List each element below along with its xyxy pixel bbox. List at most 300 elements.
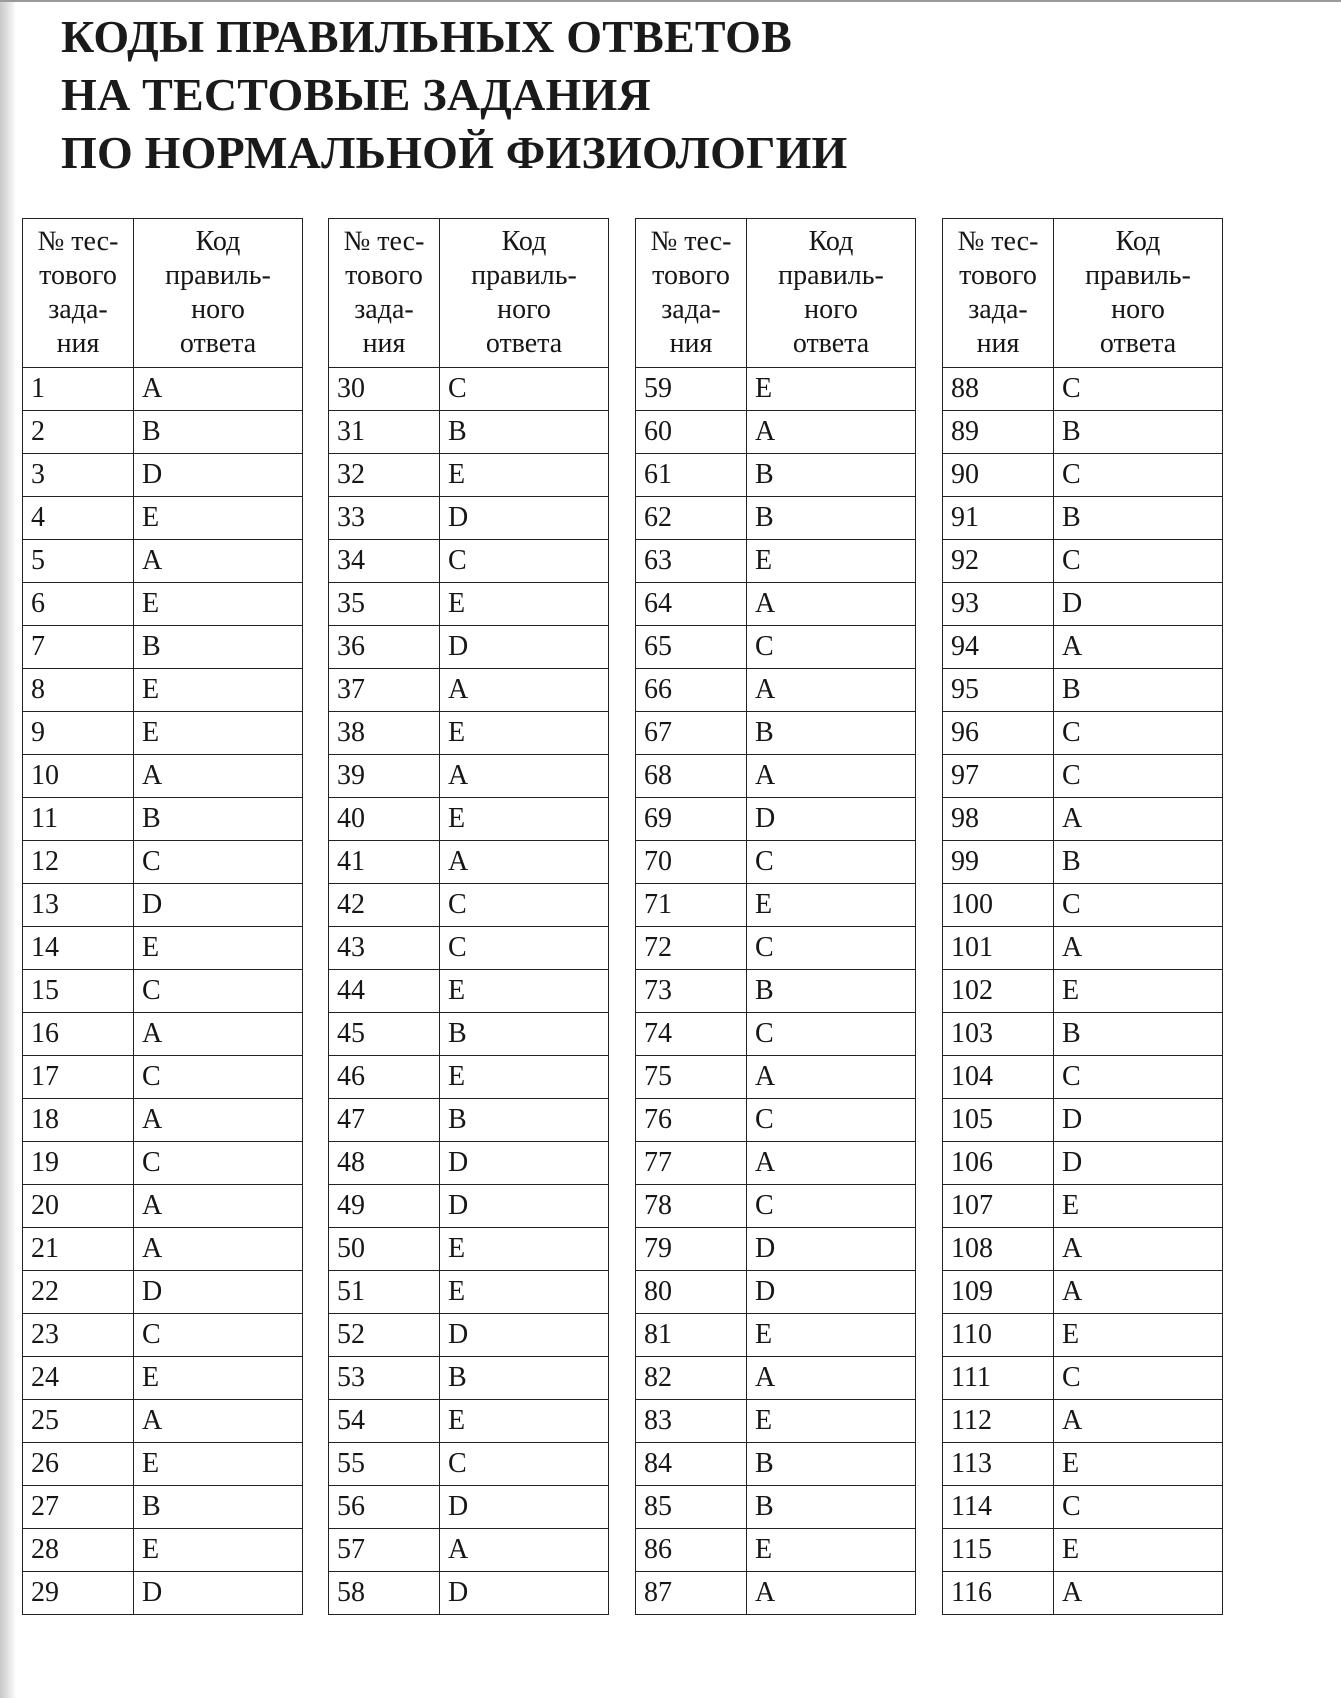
title-line-3: ПО НОРМАЛЬНОЙ ФИЗИОЛОГИИ xyxy=(61,127,848,178)
table-row xyxy=(636,669,916,712)
answer-code-cell: A xyxy=(1054,1400,1223,1443)
task-number-cell: 15 xyxy=(23,970,134,1013)
task-number-cell: 43 xyxy=(329,927,440,970)
table-row xyxy=(329,1185,609,1228)
task-number-cell: 90 xyxy=(943,454,1054,497)
answer-code-cell: C xyxy=(747,1099,916,1142)
table-row xyxy=(636,1056,916,1099)
task-number-cell: 44 xyxy=(329,970,440,1013)
table-row xyxy=(23,1400,303,1443)
task-number-cell: 14 xyxy=(23,927,134,970)
table-row xyxy=(943,1228,1223,1271)
table-row xyxy=(943,927,1223,970)
task-number-cell: 16 xyxy=(23,1013,134,1056)
answer-code-cell: D xyxy=(440,1185,609,1228)
answer-code-cell: C xyxy=(1054,454,1223,497)
page-title xyxy=(61,8,848,182)
table-row xyxy=(23,1142,303,1185)
table-row xyxy=(23,669,303,712)
answer-code-cell: A xyxy=(747,411,916,454)
answer-code-cell: E xyxy=(747,884,916,927)
table-row xyxy=(636,1142,916,1185)
task-number-cell: 4 xyxy=(23,497,134,540)
table-row xyxy=(329,755,609,798)
task-number-cell: 28 xyxy=(23,1529,134,1572)
answer-code-cell: E xyxy=(1054,1314,1223,1357)
answer-code-cell: A xyxy=(747,1056,916,1099)
answer-code-cell: E xyxy=(747,540,916,583)
table-row xyxy=(23,1271,303,1314)
table-row xyxy=(943,1314,1223,1357)
table-row xyxy=(943,497,1223,540)
table-row xyxy=(943,1185,1223,1228)
table-row xyxy=(943,1357,1223,1400)
answer-code-cell: C xyxy=(134,970,303,1013)
task-number-cell: 34 xyxy=(329,540,440,583)
table-row xyxy=(23,497,303,540)
table-row xyxy=(23,1443,303,1486)
task-number-cell: 18 xyxy=(23,1099,134,1142)
answer-code-cell: C xyxy=(747,626,916,669)
answer-code-cell: A xyxy=(134,1228,303,1271)
answer-code-cell: C xyxy=(1054,540,1223,583)
answer-code-cell: D xyxy=(440,1572,609,1615)
task-number-cell: 80 xyxy=(636,1271,747,1314)
table-row xyxy=(636,540,916,583)
table-row xyxy=(943,1443,1223,1486)
table-row xyxy=(329,454,609,497)
table-row xyxy=(23,368,303,411)
table-row xyxy=(329,1529,609,1572)
answer-code-cell: B xyxy=(1054,411,1223,454)
task-number-cell: 83 xyxy=(636,1400,747,1443)
answer-code-cell: E xyxy=(440,454,609,497)
answer-code-cell: B xyxy=(440,411,609,454)
answer-code-cell: C xyxy=(1054,755,1223,798)
table-row xyxy=(636,411,916,454)
answer-code-cell: B xyxy=(747,1486,916,1529)
answer-code-cell: E xyxy=(440,1228,609,1271)
table-row xyxy=(329,368,609,411)
task-number-cell: 46 xyxy=(329,1056,440,1099)
answer-code-cell: C xyxy=(747,1013,916,1056)
table-row xyxy=(636,1099,916,1142)
table-row xyxy=(636,1314,916,1357)
table-row xyxy=(23,1486,303,1529)
task-number-cell: 32 xyxy=(329,454,440,497)
answer-code-cell: E xyxy=(134,927,303,970)
task-number-cell: 72 xyxy=(636,927,747,970)
task-number-cell: 84 xyxy=(636,1443,747,1486)
table-row xyxy=(943,798,1223,841)
answer-table-3 xyxy=(635,218,916,1615)
task-number-cell: 108 xyxy=(943,1228,1054,1271)
task-number-cell: 94 xyxy=(943,626,1054,669)
answer-code-cell: A xyxy=(134,368,303,411)
scan-top-edge xyxy=(0,0,1341,2)
task-number-cell: 37 xyxy=(329,669,440,712)
answer-code-cell: C xyxy=(1054,1357,1223,1400)
answer-code-cell: A xyxy=(440,755,609,798)
task-number-cell: 61 xyxy=(636,454,747,497)
task-number-cell: 100 xyxy=(943,884,1054,927)
task-number-cell: 49 xyxy=(329,1185,440,1228)
task-number-cell: 111 xyxy=(943,1357,1054,1400)
answer-code-cell: C xyxy=(440,1443,609,1486)
task-number-cell: 66 xyxy=(636,669,747,712)
answer-code-cell: A xyxy=(440,669,609,712)
table-row xyxy=(23,1185,303,1228)
task-number-cell: 101 xyxy=(943,927,1054,970)
task-number-cell: 110 xyxy=(943,1314,1054,1357)
answer-code-cell: E xyxy=(134,1443,303,1486)
answer-code-cell: B xyxy=(1054,669,1223,712)
table-row xyxy=(943,1013,1223,1056)
answer-code-cell: C xyxy=(1054,1486,1223,1529)
table-row xyxy=(943,1271,1223,1314)
answer-code-cell: A xyxy=(747,1142,916,1185)
table-row xyxy=(329,626,609,669)
header-task-number: № тес- тового зада- ния xyxy=(636,219,747,368)
task-number-cell: 86 xyxy=(636,1529,747,1572)
table-row xyxy=(23,1056,303,1099)
answer-code-cell: C xyxy=(440,368,609,411)
answer-code-cell: C xyxy=(440,927,609,970)
table-row xyxy=(23,1572,303,1615)
task-number-cell: 107 xyxy=(943,1185,1054,1228)
table-row xyxy=(23,798,303,841)
table-row xyxy=(23,540,303,583)
title-line-1: КОДЫ ПРАВИЛЬНЫХ ОТВЕТОВ xyxy=(61,11,793,62)
task-number-cell: 29 xyxy=(23,1572,134,1615)
task-number-cell: 42 xyxy=(329,884,440,927)
answer-code-cell: E xyxy=(440,712,609,755)
task-number-cell: 38 xyxy=(329,712,440,755)
task-number-cell: 99 xyxy=(943,841,1054,884)
answer-code-cell: A xyxy=(134,1185,303,1228)
answer-code-cell: A xyxy=(747,669,916,712)
answer-code-cell: B xyxy=(1054,841,1223,884)
answer-table-2 xyxy=(328,218,609,1615)
task-number-cell: 87 xyxy=(636,1572,747,1615)
task-number-cell: 74 xyxy=(636,1013,747,1056)
task-number-cell: 65 xyxy=(636,626,747,669)
task-number-cell: 103 xyxy=(943,1013,1054,1056)
table-row xyxy=(943,1486,1223,1529)
answer-code-cell: C xyxy=(440,884,609,927)
answer-code-cell: E xyxy=(134,1357,303,1400)
table-row xyxy=(943,1529,1223,1572)
table-row xyxy=(943,755,1223,798)
task-number-cell: 3 xyxy=(23,454,134,497)
table-row xyxy=(636,454,916,497)
answer-code-cell: E xyxy=(134,1529,303,1572)
task-number-cell: 98 xyxy=(943,798,1054,841)
answer-code-cell: B xyxy=(747,712,916,755)
answer-code-cell: B xyxy=(1054,1013,1223,1056)
task-number-cell: 85 xyxy=(636,1486,747,1529)
task-number-cell: 24 xyxy=(23,1357,134,1400)
table-row xyxy=(636,798,916,841)
task-number-cell: 52 xyxy=(329,1314,440,1357)
task-number-cell: 51 xyxy=(329,1271,440,1314)
task-number-cell: 92 xyxy=(943,540,1054,583)
answer-code-cell: A xyxy=(134,1013,303,1056)
task-number-cell: 20 xyxy=(23,1185,134,1228)
answer-code-cell: E xyxy=(440,970,609,1013)
table-row xyxy=(636,970,916,1013)
task-number-cell: 77 xyxy=(636,1142,747,1185)
task-number-cell: 95 xyxy=(943,669,1054,712)
table-row xyxy=(636,1357,916,1400)
task-number-cell: 115 xyxy=(943,1529,1054,1572)
table-row xyxy=(329,927,609,970)
table-row xyxy=(329,970,609,1013)
task-number-cell: 116 xyxy=(943,1572,1054,1615)
table-row xyxy=(23,841,303,884)
table-row xyxy=(943,1099,1223,1142)
table-row xyxy=(943,1572,1223,1615)
table-row xyxy=(23,1357,303,1400)
header-answer-code: Код правиль- ного ответа xyxy=(134,219,303,368)
table-row xyxy=(636,1271,916,1314)
task-number-cell: 9 xyxy=(23,712,134,755)
table-row xyxy=(329,712,609,755)
answer-code-cell: E xyxy=(1054,1185,1223,1228)
task-number-cell: 104 xyxy=(943,1056,1054,1099)
answer-code-cell: E xyxy=(1054,970,1223,1013)
task-number-cell: 30 xyxy=(329,368,440,411)
answer-code-cell: C xyxy=(1054,712,1223,755)
table-row xyxy=(636,1185,916,1228)
answer-code-cell: E xyxy=(747,1314,916,1357)
task-number-cell: 11 xyxy=(23,798,134,841)
table-row xyxy=(23,970,303,1013)
answer-code-cell: D xyxy=(134,454,303,497)
task-number-cell: 78 xyxy=(636,1185,747,1228)
task-number-cell: 8 xyxy=(23,669,134,712)
task-number-cell: 75 xyxy=(636,1056,747,1099)
table-row xyxy=(23,755,303,798)
header-answer-code: Код правиль- ного ответа xyxy=(747,219,916,368)
answer-code-cell: A xyxy=(134,1099,303,1142)
task-number-cell: 17 xyxy=(23,1056,134,1099)
table-row xyxy=(23,626,303,669)
header-task-number: № тес- тового зада- ния xyxy=(943,219,1054,368)
task-number-cell: 102 xyxy=(943,970,1054,1013)
table-row xyxy=(329,884,609,927)
task-number-cell: 71 xyxy=(636,884,747,927)
table-row xyxy=(23,712,303,755)
table-row xyxy=(329,1314,609,1357)
answer-code-cell: C xyxy=(747,841,916,884)
table-row xyxy=(23,454,303,497)
task-number-cell: 82 xyxy=(636,1357,747,1400)
task-number-cell: 93 xyxy=(943,583,1054,626)
table-row xyxy=(23,411,303,454)
answer-code-cell: B xyxy=(134,411,303,454)
answer-table-4 xyxy=(942,218,1223,1615)
table-row xyxy=(23,1013,303,1056)
answer-code-cell: D xyxy=(747,1228,916,1271)
answer-code-cell: D xyxy=(440,626,609,669)
scan-edge-shadow xyxy=(0,0,16,1698)
answer-code-cell: E xyxy=(440,583,609,626)
table-row xyxy=(636,1443,916,1486)
answer-code-cell: B xyxy=(440,1013,609,1056)
table-row xyxy=(23,1529,303,1572)
task-number-cell: 7 xyxy=(23,626,134,669)
answer-code-cell: C xyxy=(134,1142,303,1185)
answer-code-cell: B xyxy=(134,798,303,841)
table-row xyxy=(329,1400,609,1443)
table-row xyxy=(329,1486,609,1529)
answer-code-cell: D xyxy=(134,1271,303,1314)
answer-code-cell: C xyxy=(134,1314,303,1357)
task-number-cell: 10 xyxy=(23,755,134,798)
table-row xyxy=(329,540,609,583)
answer-code-cell: A xyxy=(134,755,303,798)
task-number-cell: 114 xyxy=(943,1486,1054,1529)
table-row xyxy=(636,1572,916,1615)
table-row xyxy=(636,1529,916,1572)
task-number-cell: 22 xyxy=(23,1271,134,1314)
answer-code-cell: A xyxy=(134,1400,303,1443)
answer-code-cell: B xyxy=(134,1486,303,1529)
task-number-cell: 26 xyxy=(23,1443,134,1486)
task-number-cell: 89 xyxy=(943,411,1054,454)
answer-code-cell: D xyxy=(1054,1142,1223,1185)
answer-code-cell: E xyxy=(134,712,303,755)
answer-code-cell: D xyxy=(440,1142,609,1185)
answer-code-cell: E xyxy=(440,1400,609,1443)
answer-table-1 xyxy=(22,218,303,1615)
task-number-cell: 109 xyxy=(943,1271,1054,1314)
answer-code-cell: A xyxy=(440,1529,609,1572)
answer-code-cell: A xyxy=(747,583,916,626)
task-number-cell: 1 xyxy=(23,368,134,411)
task-number-cell: 70 xyxy=(636,841,747,884)
task-number-cell: 68 xyxy=(636,755,747,798)
header-task-number: № тес- тового зада- ния xyxy=(23,219,134,368)
table-row xyxy=(636,927,916,970)
task-number-cell: 91 xyxy=(943,497,1054,540)
table-row xyxy=(329,1357,609,1400)
table-row xyxy=(636,1400,916,1443)
table-row xyxy=(329,1099,609,1142)
answer-code-cell: E xyxy=(1054,1529,1223,1572)
table-row xyxy=(943,454,1223,497)
table-row xyxy=(23,884,303,927)
task-number-cell: 5 xyxy=(23,540,134,583)
answer-code-cell: B xyxy=(747,970,916,1013)
table-row xyxy=(636,841,916,884)
task-number-cell: 62 xyxy=(636,497,747,540)
task-number-cell: 113 xyxy=(943,1443,1054,1486)
table-row xyxy=(636,368,916,411)
task-number-cell: 56 xyxy=(329,1486,440,1529)
table-row xyxy=(943,841,1223,884)
answer-code-cell: A xyxy=(1054,1228,1223,1271)
table-row xyxy=(23,583,303,626)
task-number-cell: 13 xyxy=(23,884,134,927)
table-row xyxy=(943,583,1223,626)
table-row xyxy=(329,841,609,884)
task-number-cell: 12 xyxy=(23,841,134,884)
answer-code-cell: E xyxy=(440,1271,609,1314)
task-number-cell: 48 xyxy=(329,1142,440,1185)
answer-code-cell: E xyxy=(747,1400,916,1443)
table-row xyxy=(636,1228,916,1271)
task-number-cell: 63 xyxy=(636,540,747,583)
task-number-cell: 35 xyxy=(329,583,440,626)
answer-code-cell: B xyxy=(1054,497,1223,540)
table-row xyxy=(329,1013,609,1056)
table-row xyxy=(329,497,609,540)
task-number-cell: 31 xyxy=(329,411,440,454)
answer-code-cell: C xyxy=(1054,884,1223,927)
table-row xyxy=(943,1056,1223,1099)
table-row xyxy=(329,798,609,841)
task-number-cell: 60 xyxy=(636,411,747,454)
task-number-cell: 54 xyxy=(329,1400,440,1443)
answer-code-cell: A xyxy=(1054,798,1223,841)
task-number-cell: 106 xyxy=(943,1142,1054,1185)
task-number-cell: 36 xyxy=(329,626,440,669)
answer-code-cell: C xyxy=(1054,1056,1223,1099)
table-row xyxy=(943,712,1223,755)
table-row xyxy=(329,583,609,626)
task-number-cell: 64 xyxy=(636,583,747,626)
answer-code-cell: D xyxy=(440,1314,609,1357)
task-number-cell: 76 xyxy=(636,1099,747,1142)
answer-code-cell: A xyxy=(1054,1271,1223,1314)
answer-code-cell: A xyxy=(747,1572,916,1615)
table-row xyxy=(23,1314,303,1357)
task-number-cell: 79 xyxy=(636,1228,747,1271)
answer-code-cell: D xyxy=(440,1486,609,1529)
answer-code-cell: D xyxy=(134,1572,303,1615)
header-task-number: № тес- тового зада- ния xyxy=(329,219,440,368)
answer-code-cell: B xyxy=(747,1443,916,1486)
answer-code-cell: A xyxy=(1054,626,1223,669)
answer-code-cell: E xyxy=(440,1056,609,1099)
header-answer-code: Код правиль- ного ответа xyxy=(440,219,609,368)
answer-code-cell: D xyxy=(134,884,303,927)
answer-code-cell: B xyxy=(134,626,303,669)
answer-code-cell: C xyxy=(440,540,609,583)
task-number-cell: 96 xyxy=(943,712,1054,755)
task-number-cell: 41 xyxy=(329,841,440,884)
table-row xyxy=(329,1572,609,1615)
task-number-cell: 19 xyxy=(23,1142,134,1185)
table-row xyxy=(943,540,1223,583)
answer-code-cell: D xyxy=(747,1271,916,1314)
answer-code-cell: E xyxy=(134,583,303,626)
answer-code-cell: A xyxy=(1054,1572,1223,1615)
answer-code-cell: D xyxy=(1054,583,1223,626)
answer-code-cell: B xyxy=(440,1357,609,1400)
table-row xyxy=(943,1142,1223,1185)
table-row xyxy=(329,1142,609,1185)
answer-code-cell: B xyxy=(747,454,916,497)
task-number-cell: 2 xyxy=(23,411,134,454)
task-number-cell: 88 xyxy=(943,368,1054,411)
task-number-cell: 50 xyxy=(329,1228,440,1271)
answer-code-cell: C xyxy=(1054,368,1223,411)
table-row xyxy=(329,1056,609,1099)
table-row xyxy=(636,1013,916,1056)
